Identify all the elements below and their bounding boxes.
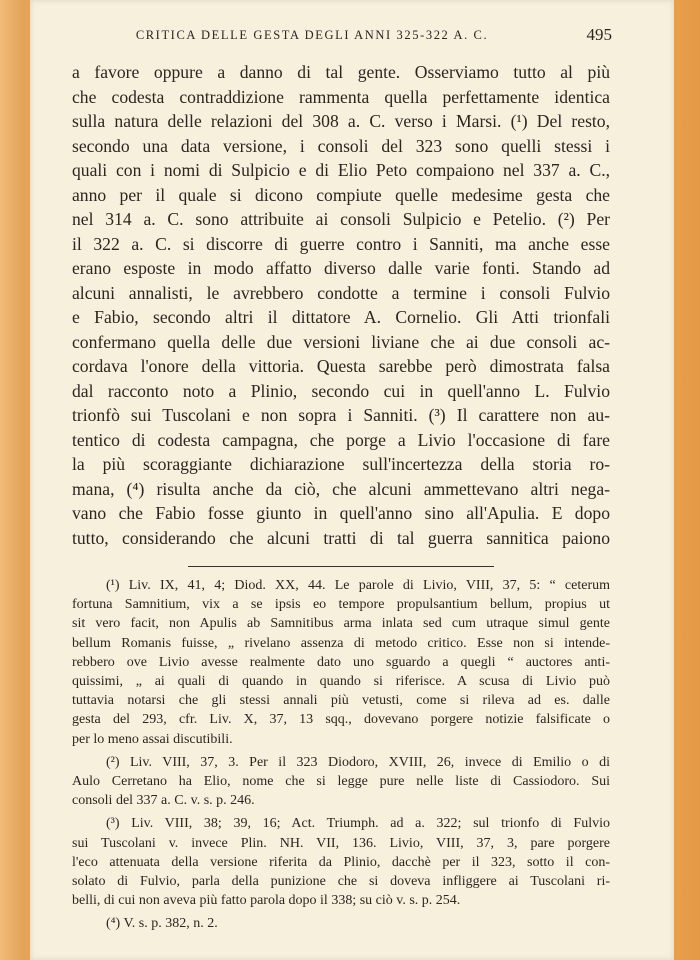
body-line: nel 314 a. C. sono attribuite ai consoli Sulpicio e Petelio. (²) Per [72, 209, 610, 229]
footnote-line: (¹) Liv. IX, 41, 4; Diod. XX, 44. Le parole di Livio, VIII, 37, 5: “ ceterum [106, 578, 610, 593]
footnote-line: per lo meno assai discutibili. [72, 731, 233, 747]
footnote-line: sit vero facit, non Apulis ab Samnitibus arma inlata sed cum utraque simul gente [72, 616, 610, 632]
footnote-line: sui Tuscolani v. invece Plin. NH. VII, 136. Livio, VIII, 37, 3, pare porgere [72, 835, 610, 851]
footnote-line: belli, di cui non aveva più fatto parola dopo il 338; su ciò v. s. p. 254. [72, 893, 461, 909]
body-line: e Fabio, secondo altri il dittatore A. Cornelio. Gli Atti trionfali [72, 307, 610, 327]
body-line: tutto, considerando che alcuni tratti di tal guerra sannitica paiono [72, 527, 610, 548]
page-number: 495 [586, 25, 612, 44]
footnote-line: bellum Romanis fuisse, „ rivelano assenza di metodo critico. Esse non si intende- [72, 635, 610, 651]
body-line: secondo una data versione, i consoli del 323 sono quelli stessi i [72, 135, 610, 156]
body-line: mana, (⁴) risulta anche da ciò, che alcuni ammettevano altri nega- [72, 478, 610, 499]
footnote-line: (³) Liv. VIII, 38; 39, 16; Act. Triumph. ad a. 322; sul trionfo di Fulvio [106, 816, 610, 832]
footnote [72, 576, 610, 749]
footnote [72, 814, 610, 910]
body-line: che codesta contraddizione rammenta quella perfettamente identica [72, 86, 610, 107]
footnote-line: rebbero ove Livio avesse realmente dato uno sguardo a quegli “ auctores anti- [72, 654, 610, 670]
running-head: CRITICA DELLE GESTA DEGLI ANNI 325-322 A. C. [135, 28, 489, 42]
body-line: cordava l'onore della vittoria. Questa sarebbe però dimostrata falsa [72, 356, 610, 376]
footnote-line: l'eco attenuata della versione riferita da Plinio, dacchè per il 323, sotto il con- [72, 854, 610, 870]
body-line: dal racconto noto a Plinio, secondo cui in quell'anno L. Fulvio [72, 380, 610, 401]
body-line: confermano quella delle due versioni liviane che ai due consoli ac- [72, 331, 610, 352]
footnote-line: tuttavia notarsi che gli stessi annali più vetusti, come si rileva ad es. dalle [72, 693, 610, 709]
body-line: trionfò sui Tuscolani e non sopra i Sanniti. (³) Il carattere non au- [72, 405, 610, 425]
footnote-rule [188, 566, 494, 567]
footnote-line: quissimi, „ ai quali di quando in quando si riferisce. A scusa di Livio può [72, 674, 610, 690]
footnote-line: (²) Liv. VIII, 37, 3. Per il 323 Diodoro, XVIII, 26, invece di Emilio o di [106, 754, 610, 770]
body-line: tentico di codesta campagna, che porge a Livio l'occasione di fare [72, 429, 610, 450]
footnote-line: solato di Fulvio, parla della punizione che si doveva infliggere ai Tuscolani ri- [72, 874, 610, 890]
footnote [72, 753, 610, 811]
body-line: la più scoraggiante dichiarazione sull'incertezza della storia ro- [72, 454, 610, 474]
footnote-line: gesta del 293, cfr. Liv. X, 37, 13 sqq., dovevano porgere notizie falsificate o [72, 712, 610, 728]
footnotes [72, 576, 610, 938]
body-line: vano che Fabio fosse giunto in quell'anno sino all'Apulia. E dopo [72, 503, 610, 523]
footnote-line: (⁴) V. s. p. 382, n. 2. [106, 916, 218, 932]
body-line: sulla natura delle relazioni del 308 a. C. verso i Marsi. (¹) Del resto, [72, 111, 610, 131]
body-line: erano esposte in modo affatto diverso dalle varie fonti. Stando ad [72, 258, 610, 278]
body-line: anno per il quale si dicono compiute quelle medesime gesta che [72, 184, 610, 205]
footnote-line: consoli del 337 a. C. v. s. p. 246. [72, 793, 255, 809]
body-line: a favore oppure a danno di tal gente. Osserviamo tutto al più [72, 62, 610, 82]
main-text [72, 60, 610, 550]
body-line: quali con i nomi di Sulpicio e di Elio Peto compaiono nel 337 a. C., [72, 160, 610, 180]
footnote-line: Aulo Cerretano ha Elio, nome che si legge pure nelle liste di Cassiodoro. Sui [72, 774, 610, 790]
body-line: alcuni annalisti, le avrebbero condotte a termine i consoli Fulvio [72, 282, 610, 303]
footnote-line: fortuna Samnitium, vix a se ipsis eo tempore propulsantium bellum, propius ut [72, 597, 610, 613]
footnote [72, 914, 610, 933]
page-header [72, 26, 612, 46]
body-line: il 322 a. C. si discorre di guerre contro i Sanniti, ma anche esse [72, 233, 610, 254]
